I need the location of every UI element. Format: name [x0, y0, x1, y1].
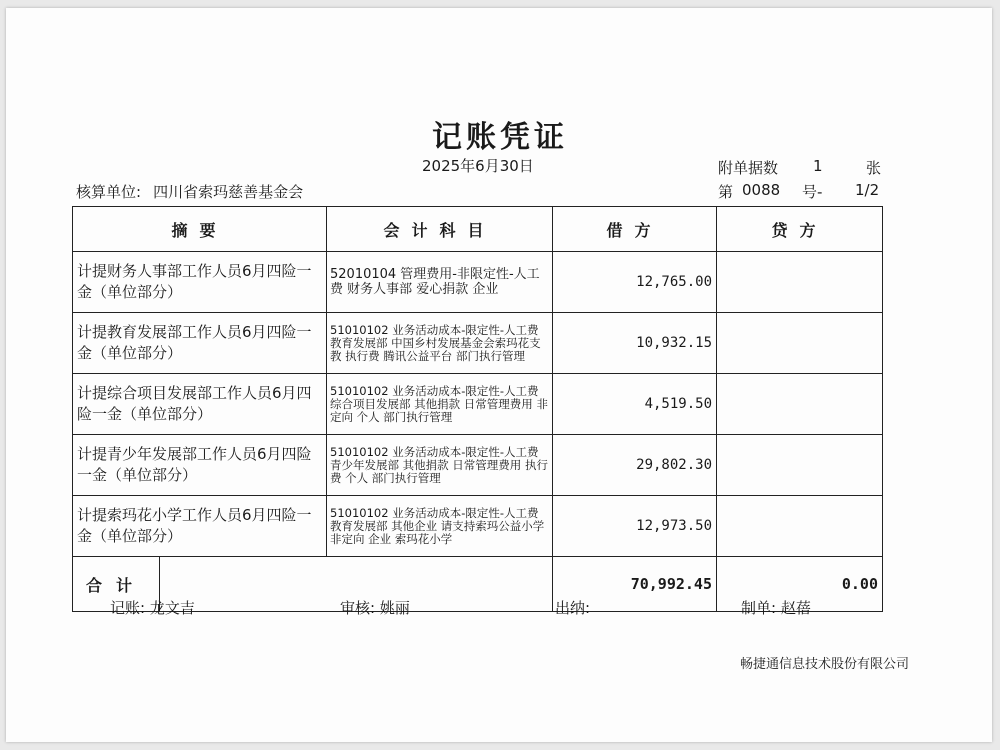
- row-account: 51010102 业务活动成本-限定性-人工费 青少年发展部 其他捐款 日常管理费用 执行费 个人 部门执行管理: [327, 435, 553, 496]
- row-credit: [717, 313, 883, 374]
- attachments-count: 1: [813, 157, 823, 175]
- voucher-page: 1/2: [855, 181, 880, 199]
- reviewer-label: 审核:: [340, 599, 376, 617]
- attachments-label: 附单据数: [718, 159, 779, 177]
- row-summary: 计提索玛花小学工作人员6月四险一金（单位部分）: [73, 496, 327, 557]
- voucher-table: [72, 206, 883, 612]
- row-debit: 12,973.50: [553, 496, 717, 557]
- row-summary: 计提财务人事部工作人员6月四险一金（单位部分）: [73, 252, 327, 313]
- cashier: [555, 597, 590, 618]
- voucher-number: 0088: [742, 181, 781, 199]
- total-credit: 0.00: [717, 557, 883, 612]
- preparer-label: 制单:: [741, 599, 777, 617]
- row-account: 51010102 业务活动成本-限定性-人工费 教育发展部 中国乡村发展基金会索玛花支教 执行费 腾讯公益平台 部门执行管理: [327, 313, 553, 374]
- row-debit: 29,802.30: [553, 435, 717, 496]
- row-debit: 4,519.50: [553, 374, 717, 435]
- reviewer-name: 姚丽: [379, 599, 410, 617]
- total-debit: 70,992.45: [553, 557, 717, 612]
- row-debit: 12,765.00: [553, 252, 717, 313]
- attachments-unit: 张: [866, 159, 882, 177]
- row-summary: 计提青少年发展部工作人员6月四险一金（单位部分）: [73, 435, 327, 496]
- reviewer: [340, 597, 410, 618]
- preparer: [741, 597, 811, 618]
- accounting-unit-label: 核算单位:: [76, 183, 142, 201]
- table-row: [73, 252, 883, 313]
- table-row: [73, 374, 883, 435]
- accounting-unit: [76, 181, 303, 202]
- accounting-unit-value: 四川省索玛慈善基金会: [153, 183, 304, 201]
- row-summary: 计提教育发展部工作人员6月四险一金（单位部分）: [73, 313, 327, 374]
- header-debit: 借方: [553, 207, 717, 252]
- attachments-info: [718, 157, 882, 178]
- preparer-name: 赵蓓: [780, 599, 811, 617]
- bookkeeper-name: 龙文吉: [149, 599, 195, 617]
- row-credit: [717, 252, 883, 313]
- header-account: 会计科目: [327, 207, 553, 252]
- voucher-suffix: 号-: [802, 183, 823, 201]
- voucher-prefix: 第: [718, 183, 734, 201]
- table-row: [73, 435, 883, 496]
- document-title: 记账凭证: [432, 120, 568, 155]
- row-credit: [717, 374, 883, 435]
- bookkeeper-label: 记账:: [110, 599, 146, 617]
- row-credit: [717, 496, 883, 557]
- header-summary: 摘要: [73, 207, 327, 252]
- total-label: 合计: [73, 557, 160, 611]
- row-debit: 10,932.15: [553, 313, 717, 374]
- row-summary: 计提综合项目发展部工作人员6月四险一金（单位部分）: [73, 374, 327, 435]
- row-account: 52010104 管理费用-非限定性-人工费 财务人事部 爱心捐款 企业: [327, 252, 553, 313]
- table-row: [73, 496, 883, 557]
- row-credit: [717, 435, 883, 496]
- table-row: [73, 313, 883, 374]
- row-account: 51010102 业务活动成本-限定性-人工费 综合项目发展部 其他捐款 日常管理费用 非定向 个人 部门执行管理: [327, 374, 553, 435]
- bookkeeper: [110, 597, 195, 618]
- row-account: 51010102 业务活动成本-限定性-人工费 教育发展部 其他企业 请支持索玛公益小学 非定向 企业 索玛花小学: [327, 496, 553, 557]
- header-credit: 贷方: [717, 207, 883, 252]
- voucher-date: 2025年6月30日: [422, 157, 534, 175]
- cashier-label: 出纳:: [555, 599, 591, 617]
- software-company: 畅捷通信息技术股份有限公司: [740, 657, 910, 672]
- table-header-row: [73, 207, 883, 252]
